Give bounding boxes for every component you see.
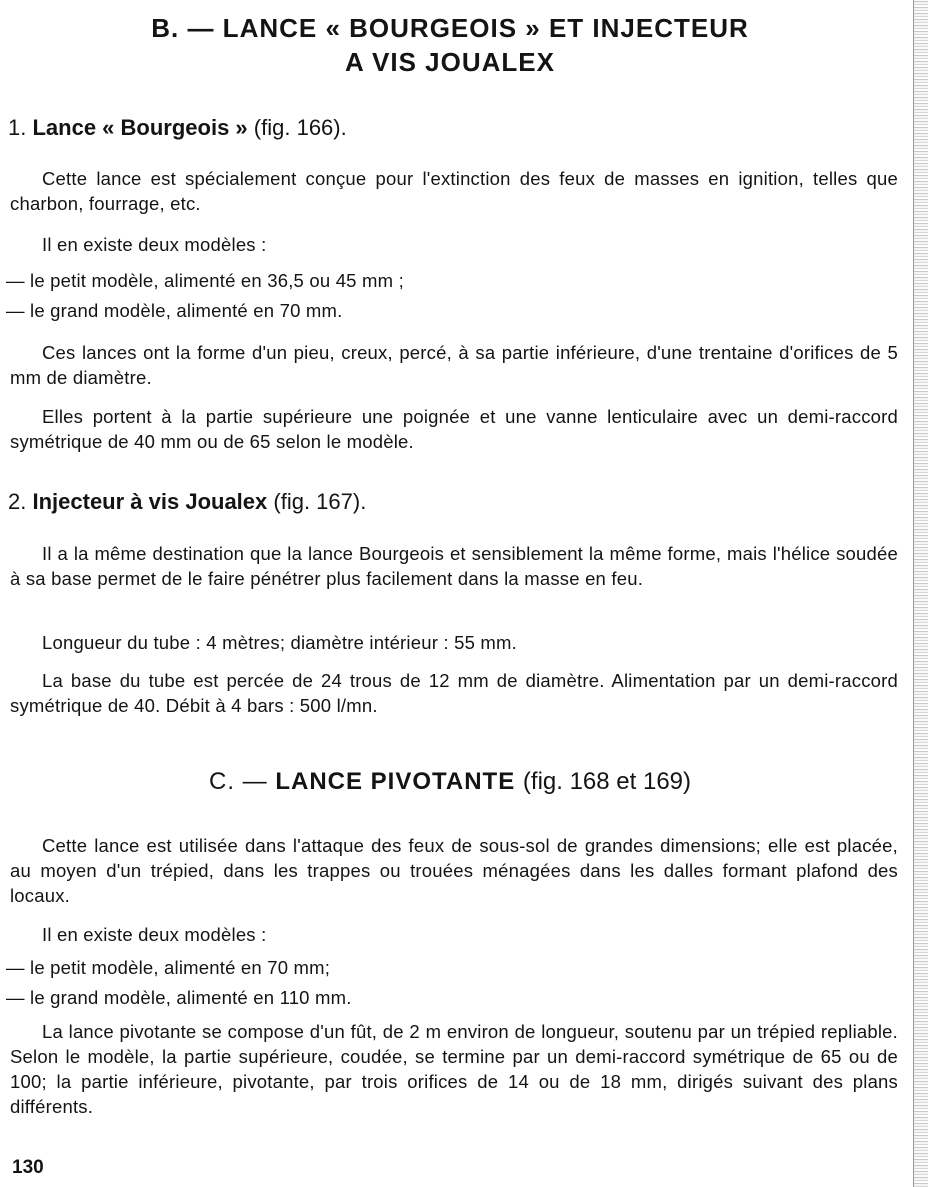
subsection-2-number: 2.	[8, 489, 27, 514]
paragraph: Cette lance est spécialement conçue pour l'extinction des feux de masses en ignition, telles que charbon, fourrage, etc.	[10, 168, 898, 214]
list-item: — le grand modèle, alimenté en 110 mm.	[6, 987, 352, 1008]
section-c-figure-ref: (fig. 168 et 169)	[522, 768, 692, 795]
paragraph: La lance pivotante se compose d'un fût, de 2 m environ de longueur, soutenu par un trépied repliable. Selon le modèle, la partie supérieure, coudée, se termine par un demi-raccord symétrique de 65 ou de 100; la partie inférieure, pivotante, par trois orifices de 14 ou de 18 mm, dirigés suivant des plans différents.	[10, 1021, 898, 1117]
list-item: — le petit modèle, alimenté en 70 mm;	[6, 957, 331, 978]
paragraph: Il en existe deux modèles :	[42, 924, 267, 945]
paragraph: Ces lances ont la forme d'un pieu, creux, percé, à sa partie inférieure, d'une trentaine d'orifices de 5 mm de diamètre.	[10, 342, 898, 388]
page-number: 130	[12, 1157, 44, 1178]
paragraph: Il a la même destination que la lance Bourgeois et sensiblement la même forme, mais l'hélice soudée à sa base permet de le faire pénétrer plus facilement dans la masse en feu.	[10, 543, 898, 589]
subsection-1-figure-ref: (fig. 166).	[253, 115, 347, 140]
paragraph: Elles portent à la partie supérieure une poignée et une vanne lenticulaire avec un demi-raccord symétrique de 40 mm ou de 65 selon le modèle.	[10, 406, 898, 452]
subsection-2-figure-ref: (fig. 167).	[273, 489, 367, 514]
subsection-1-number: 1.	[8, 115, 27, 140]
subsection-1-title: Lance « Bourgeois »	[32, 115, 248, 140]
section-b-title-line1: B. — LANCE « BOURGEOIS » ET INJECTEUR	[151, 13, 749, 43]
paragraph: La base du tube est percée de 24 trous de 12 mm de diamètre. Alimentation par un demi-raccord symétrique de 40. Débit à 4 bars : 500 l/mn.	[10, 670, 898, 716]
subsection-1-heading	[8, 114, 347, 142]
section-c-title	[0, 766, 900, 798]
subsection-2-title: Injecteur à vis Joualex	[32, 489, 268, 514]
section-c-name: LANCE PIVOTANTE	[275, 768, 516, 795]
list-item: — le grand modèle, alimenté en 70 mm.	[6, 300, 343, 321]
section-c-prefix: C. —	[208, 768, 268, 795]
paragraph: Il en existe deux modèles :	[42, 234, 267, 255]
list-item: — le petit modèle, alimenté en 36,5 ou 45 mm ;	[6, 270, 404, 291]
section-b-title-line2: A VIS JOUALEX	[345, 47, 555, 77]
paragraph: Cette lance est utilisée dans l'attaque des feux de sous-sol de grandes dimensions; elle est placée, au moyen d'un trépied, dans les trappes ou trouées ménagées dans les dalles formant plafond des locaux.	[10, 835, 898, 906]
subsection-2-heading	[8, 488, 366, 516]
scan-binding-edge	[913, 0, 928, 1187]
paragraph: Longueur du tube : 4 mètres; diamètre intérieur : 55 mm.	[42, 632, 517, 653]
